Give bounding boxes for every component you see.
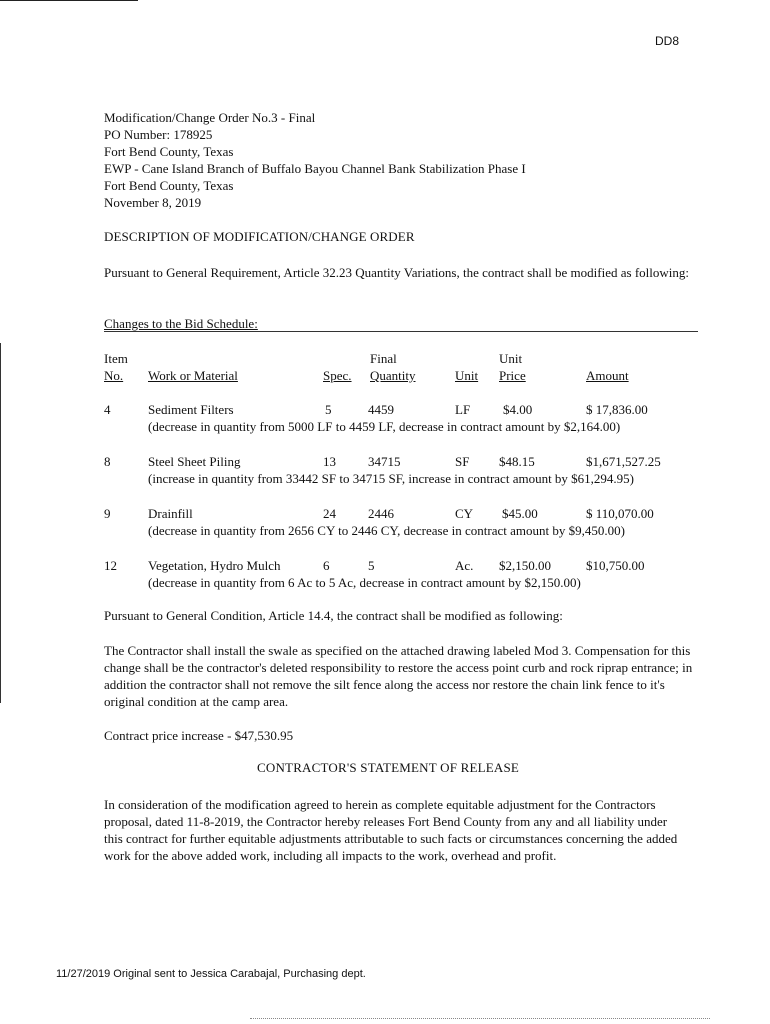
row-work: Sediment Filters [148, 402, 234, 417]
row-amount: $ 110,070.00 [586, 506, 654, 521]
header-title: Modification/Change Order No.3 - Final [104, 110, 316, 125]
th-price [499, 350, 526, 384]
th-item-bottom: No. [104, 368, 124, 383]
page-tag: DD8 [655, 34, 680, 48]
row-work: Steel Sheet Piling [148, 454, 241, 469]
th-item [104, 350, 128, 384]
row-note: (decrease in quantity from 6 Ac to 5 Ac, decrease in contract amount by $2,150.00) [148, 575, 581, 590]
row-spec: 6 [323, 558, 330, 573]
scan-left-edge [0, 343, 1, 703]
footer-note: 11/27/2019 Original sent to Jessica Carabajal, Purchasing dept. [56, 968, 366, 980]
row-item-no: 4 [104, 402, 111, 417]
document-header [104, 109, 526, 211]
th-qty-top: Final [370, 351, 397, 366]
row-amount: $1,671,527.25 [586, 454, 661, 469]
row-amount: $10,750.00 [586, 558, 645, 573]
row-qty: 34715 [368, 454, 401, 469]
changes-heading-text: Changes to the Bid Schedule: [104, 316, 258, 331]
general-condition-paragraph: Pursuant to General Condition, Article 14.4, the contract shall be modified as following: [104, 608, 563, 623]
row-unit: CY [455, 506, 474, 521]
row-spec: 5 [325, 402, 332, 417]
header-date: November 8, 2019 [104, 195, 202, 210]
th-item-top: Item [104, 351, 128, 366]
changes-heading [104, 316, 258, 332]
swale-paragraph: The Contractor shall install the swale as specified on the attached drawing labeled Mod 3. Compensation for this change shall be the contractor's deleted responsibility to restore the access point curb and rock riprap entrance; in addition the contractor shall not remove the silt fence along the access nor restore the chain link fence to it's original condition at the camp area. [104, 643, 693, 709]
row-note: (increase in quantity from 33442 SF to 34715 SF, increase in contract amount by $61,294.95) [148, 471, 635, 486]
row-unit: Ac. [455, 558, 474, 573]
row-work: Vegetation, Hydro Mulch [148, 558, 281, 573]
header-county: Fort Bend County, Texas [104, 144, 234, 159]
intro-paragraph: Pursuant to General Requirement, Article 32.23 Quantity Variations, the contract shall be modified as following: [104, 265, 689, 280]
th-amount: Amount [586, 368, 629, 383]
release-paragraph: In consideration of the modification agreed to herein as complete equitable adjustment for the Contractors proposal, dated 11-8-2019, the Contractor hereby releases Fort Bend County from any and all liability under this contract for further equitable adjustments attributable to such facts or circumstances concerning the added work for the above added work, including all impacts to the work, overhead and profit. [104, 797, 678, 863]
price-increase: Contract price increase - $47,530.95 [104, 728, 294, 743]
row-price: $45.00 [502, 506, 538, 521]
th-unit: Unit [455, 368, 479, 383]
row-unit: SF [455, 454, 470, 469]
row-price: $2,150.00 [499, 558, 551, 573]
section-heading: DESCRIPTION OF MODIFICATION/CHANGE ORDER [104, 229, 415, 244]
release-title: CONTRACTOR'S STATEMENT OF RELEASE [257, 760, 520, 775]
scan-bottom-mark [250, 1018, 710, 1020]
th-qty [370, 350, 416, 384]
th-spec: Spec. [323, 368, 352, 383]
row-note: (decrease in quantity from 2656 CY to 2446 CY, decrease in contract amount by $9,450.00) [148, 523, 625, 538]
changes-rule [104, 331, 698, 332]
header-project: EWP - Cane Island Branch of Buffalo Bayou Channel Bank Stabilization Phase I [104, 161, 526, 176]
row-unit: LF [455, 402, 471, 417]
row-item-no: 8 [104, 454, 111, 469]
th-price-top: Unit [499, 351, 523, 366]
row-work: Drainfill [148, 506, 193, 521]
row-note: (decrease in quantity from 5000 LF to 4459 LF, decrease in contract amount by $2,164.00) [148, 419, 621, 434]
th-work: Work or Material [148, 368, 238, 383]
header-po-number: PO Number: 178925 [104, 127, 213, 142]
row-price: $4.00 [503, 402, 533, 417]
row-qty: 5 [368, 558, 375, 573]
row-qty: 4459 [368, 402, 394, 417]
row-amount: $ 17,836.00 [586, 402, 648, 417]
th-qty-bottom: Quantity [370, 368, 416, 383]
row-spec: 13 [323, 454, 336, 469]
row-spec: 24 [323, 506, 336, 521]
row-price: $48.15 [499, 454, 535, 469]
row-qty: 2446 [368, 506, 394, 521]
row-item-no: 12 [104, 558, 117, 573]
row-item-no: 9 [104, 506, 111, 521]
scan-top-rule [0, 0, 138, 1]
th-price-bottom: Price [499, 368, 526, 383]
header-county-2: Fort Bend County, Texas [104, 178, 234, 193]
